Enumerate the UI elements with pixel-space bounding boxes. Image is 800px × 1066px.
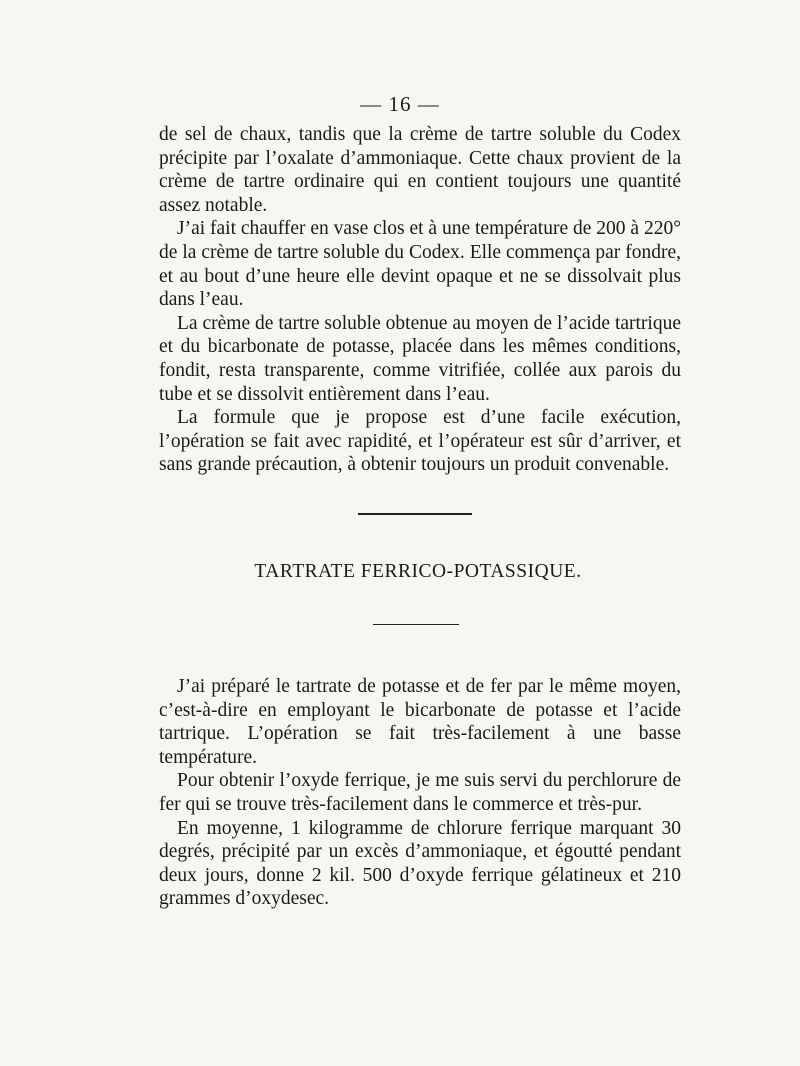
- section-divider-rule: [358, 513, 472, 515]
- body-text-section-1: [159, 123, 681, 477]
- heading-underline-rule: [373, 624, 459, 625]
- section-heading: TARTRATE FERRICO-POTASSIQUE.: [254, 561, 582, 582]
- paragraph-formula-conclusion: La formule que je propose est d’une facile exécution, l’opération se fait avec rapidité, et l’opérateur est sûr d’arriver, et sans grande précaution, à obtenir toujours un produit convenable.: [159, 407, 681, 476]
- paragraph-preparation: J’ai préparé le tartrate de potasse et de fer par le même moyen, c’est-à-dire en employant le bicarbonate de potasse et l’acide tartrique. L’opération se fait très-facilement à une basse température.: [159, 676, 681, 768]
- paragraph-yield: En moyenne, 1 kilogramme de chlorure ferrique marquant 30 degrés, précipité par un excès d’ammoniaque, et égoutté pendant deux jours, donne 2 kil. 500 d’oxyde ferrique gélatineux et 210 grammes d’oxydesec.: [159, 817, 681, 910]
- paragraph-soluble-cream-result: La crème de tartre soluble obtenue au moyen de l’acide tartrique et du bicarbonate de potasse, placée dans les mêmes conditions, fondit, resta transparente, comme vitrifiée, collée aux parois du tube et se dissolvit entièrement dans l’eau.: [159, 312, 681, 405]
- paragraph-heating-experiment: J’ai fait chauffer en vase clos et à une température de 200 à 220° de la crème de tartre soluble du Codex. Elle commença par fondre, et au bout d’une heure elle devint opaque et ne se dissolvait plus dans l’eau.: [159, 218, 681, 311]
- page-number: — 16 —: [360, 92, 440, 116]
- paragraph-ferric-oxide: Pour obtenir l’oxyde ferrique, je me suis servi du perchlorure de fer qui se trouve très-facilement dans le commerce et très-pur.: [159, 770, 681, 815]
- paragraph-continuation: de sel de chaux, tandis que la crème de tartre soluble du Codex précipite par l’oxalate d’ammoniaque. Cette chaux provient de la crème de tartre ordinaire qui en contient toujours une quantité assez notable.: [159, 124, 681, 216]
- body-text-section-2: [159, 675, 681, 911]
